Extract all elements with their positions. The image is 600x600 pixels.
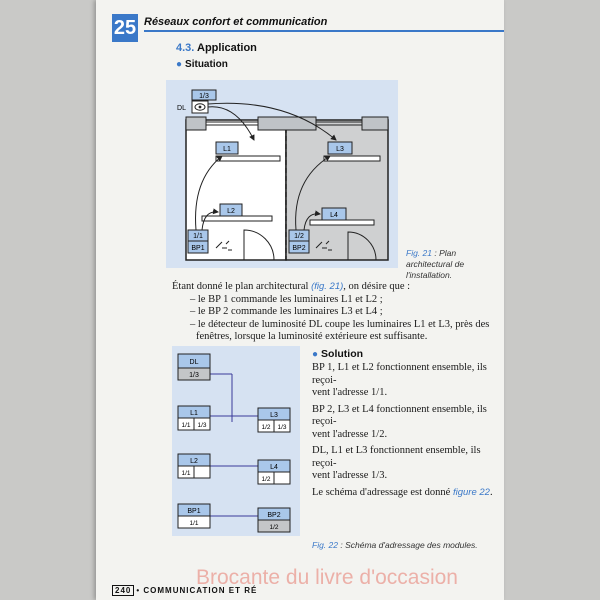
module-l4-address: 1/2 <box>261 476 271 483</box>
bullet-icon: ● <box>312 349 319 360</box>
chapter-title: Réseaux confort et communication <box>144 16 504 32</box>
watermark: Brocante du livre d'occasion <box>196 566 458 589</box>
luminaire-l4 <box>310 220 374 225</box>
bp2-label: BP2 <box>292 245 306 252</box>
dl-address: 1/3 <box>199 93 209 100</box>
bp1-address: 1/1 <box>193 233 203 240</box>
bp1-label: BP1 <box>191 245 205 252</box>
section-number: 4.3. <box>176 42 195 54</box>
intro-item-1: – le BP 1 commande les luminaires L1 et L2 ; <box>190 293 383 305</box>
figure-22-caption <box>312 540 502 551</box>
solution-p2-line1: BP 2, L3 et L4 fonctionnent ensemble, ils reçoi- <box>312 403 487 427</box>
module-l2-name: L2 <box>190 458 198 465</box>
intro-paragraph <box>172 281 502 344</box>
running-title: • COMMUNICATION ET RÉ <box>136 586 258 595</box>
figure-22 <box>172 346 300 536</box>
l4-label: L4 <box>330 212 338 219</box>
l3-label: L3 <box>336 146 344 153</box>
intro-line-1: Étant donné le plan architectural (fig. 21), on désire que : <box>172 281 411 292</box>
figure-22-caption-text: : Schéma d'adressage des modules. <box>338 540 478 550</box>
figure-21-number: Fig. 21 <box>406 248 432 258</box>
figure-22-number: Fig. 22 <box>312 540 338 550</box>
section-title-text: Application <box>197 42 257 54</box>
solution-text <box>312 362 504 499</box>
module-l2-address: 1/1 <box>181 470 191 477</box>
luminaire-l3 <box>324 156 380 161</box>
module-dl-address: 1/3 <box>189 372 199 379</box>
solution-p4: Le schéma d'adressage est donné figure 22. <box>312 486 493 498</box>
solution-heading <box>312 348 363 360</box>
module-l3-address-1: 1/2 <box>261 424 271 431</box>
module-l4-name: L4 <box>270 464 278 471</box>
solution-p1-line1: BP 1, L1 et L2 fonctionnent ensemble, ils reçoi- <box>312 362 487 386</box>
luminaire-l2 <box>202 216 272 221</box>
figure-22-ref: figure 22 <box>452 486 490 498</box>
figure-21 <box>166 80 398 268</box>
intro-item-3-cont: fenêtres, lorsque la luminosité extérieure est suffisante. <box>196 331 428 342</box>
module-l1-address-1: 1/1 <box>181 422 191 429</box>
page-number: 240 <box>112 585 134 596</box>
l2-label: L2 <box>227 208 235 215</box>
l1-label: L1 <box>223 146 231 153</box>
solution-p1-line2: vent l'adresse 1/1. <box>312 387 388 398</box>
module-l1-address-2: 1/3 <box>197 422 207 429</box>
module-bp2-address: 1/2 <box>269 524 279 531</box>
intro-item-3: – le détecteur de luminosité DL coupe les luminaires L1 et L3, près des <box>190 318 490 330</box>
module-l3-address-2: 1/3 <box>277 424 287 431</box>
luminaire-l1 <box>216 156 280 161</box>
module-bp2-name: BP2 <box>267 512 281 519</box>
figure-21-ref: (fig. 21) <box>311 281 344 292</box>
situation-heading <box>176 59 228 70</box>
bullet-icon: ● <box>176 59 183 70</box>
chapter-header <box>112 8 502 39</box>
floor-plan <box>166 80 398 268</box>
module-l3-name: L3 <box>270 412 278 419</box>
figure-21-caption <box>406 248 502 281</box>
module-bp1-name: BP1 <box>187 508 201 515</box>
solution-p3-line1: DL, L1 et L3 fonctionnent ensemble, ils reçoi- <box>312 445 481 469</box>
solution-p3-line2: vent l'adresse 1/3. <box>312 470 388 481</box>
addressing-diagram <box>172 346 300 536</box>
wall-block-middle <box>258 117 316 130</box>
wall-block-left <box>186 117 206 130</box>
module-bp1-address: 1/1 <box>189 520 199 527</box>
figure-21-caption-text: : Plan architectural de l'installation. <box>406 248 465 280</box>
intro-item-2: – le BP 2 commande les luminaires L3 et L4 ; <box>190 306 383 317</box>
bp2-address: 1/2 <box>294 233 304 240</box>
chapter-number: 25 <box>112 14 138 42</box>
situation-heading-text: Situation <box>185 59 228 70</box>
wall-block-right <box>362 117 388 130</box>
solution-heading-text: Solution <box>321 348 364 360</box>
module-l1-name: L1 <box>190 410 198 417</box>
solution-p2-line2: vent l'adresse 1/2. <box>312 428 388 440</box>
dl-label: DL <box>177 105 186 112</box>
section-title <box>176 42 257 54</box>
module-dl-name: DL <box>189 359 199 366</box>
